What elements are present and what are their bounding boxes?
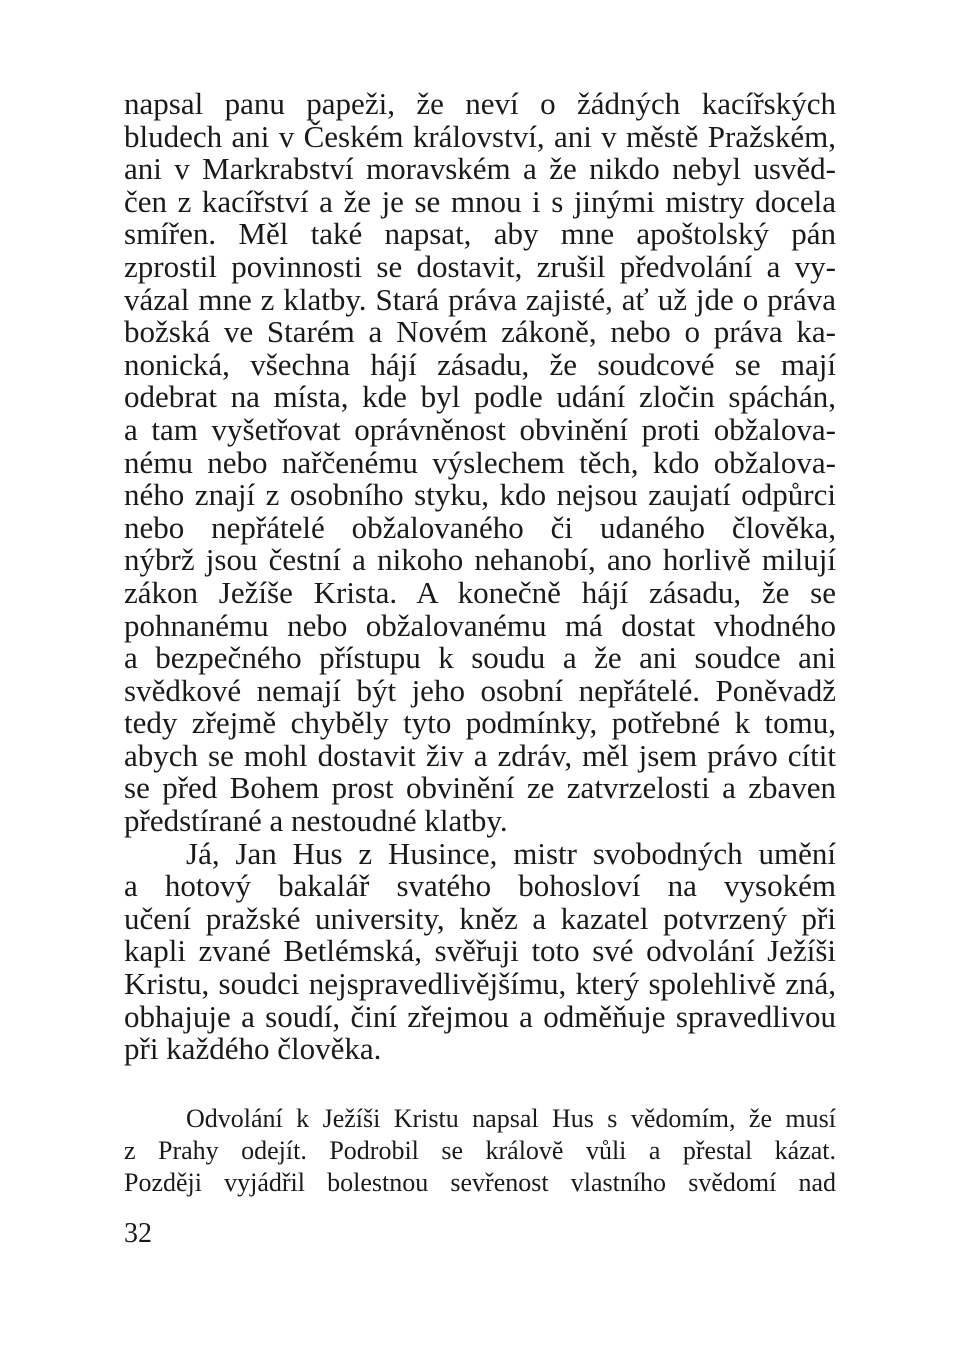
- text-line: nýbrž jsou čestní a nikoho nehanobí, ano horlivě milují: [124, 542, 836, 578]
- text-line: zákon Ježíše Krista. A konečně hájí zásadu, že se: [124, 574, 836, 610]
- text-line: svědkové nemají být jeho osobní nepřátelé. Poněvadž: [124, 672, 836, 708]
- page-number: 32: [124, 1218, 152, 1249]
- commentary-note: [124, 1103, 836, 1199]
- main-text: [124, 88, 836, 1066]
- text-line: vázal mne z klatby. Stará práva zajisté, ať už jde o práva: [124, 281, 836, 317]
- text-line: ani v Markrabství moravském a že nikdo nebyl usvěd-: [124, 151, 836, 187]
- text-line: bludech ani v Českém království, ani v městě Pražském,: [124, 118, 836, 154]
- text-line: obhajuje a soudí, činí zřejmou a odměňuje spravedlivou: [124, 998, 836, 1034]
- book-page: [124, 86, 836, 1249]
- text-line: smířen. Měl také napsat, aby mne apoštolský pán: [124, 216, 836, 252]
- text-line: učení pražské university, kněz a kazatel potvrzený při: [124, 900, 836, 936]
- text-line: čen z kacířství a že je se mnou i s jinými mistry docela: [124, 183, 836, 219]
- paragraph-end-line: předstírané a nestoudné klatby.: [124, 803, 508, 839]
- text-line: a bezpečného přístupu k soudu a že ani soudce ani: [124, 640, 836, 676]
- text-line: kapli zvané Betlémská, svěřuji toto své odvolání Ježíši: [124, 933, 836, 969]
- text-line: odebrat na místa, kde byl podle udání zločin spáchán,: [124, 379, 836, 415]
- text-line: nému nebo nařčenému výslechem těch, kdo obžalova-: [124, 444, 836, 480]
- paragraph-end-line: při každého člověka.: [124, 1031, 382, 1067]
- text-line: ného znají z osobního styku, kdo nejsou zaujatí odpůrci: [124, 477, 836, 513]
- text-line: božská ve Starém a Novém zákoně, nebo o práva ka-: [124, 314, 836, 350]
- note-line: Odvolání k Ježíši Kristu napsal Hus s vědomím, že musí: [186, 1104, 836, 1133]
- text-line: a hotový bakalář svatého bohosloví na vysokém: [124, 868, 836, 904]
- text-line: zprostil povinnosti se dostavit, zrušil předvolání a vy-: [124, 248, 836, 284]
- text-line: napsal panu papeži, že neví o žádných kacířských: [124, 86, 836, 121]
- note-line: Později vyjádřil bolestnou sevřenost vlastního svědomí nad: [124, 1168, 836, 1197]
- text-line: se před Bohem prost obvinění ze zatvrzelosti a zbaven: [124, 770, 836, 806]
- text-line: nebo nepřátelé obžalovaného či udaného člověka,: [124, 509, 836, 545]
- text-line: abych se mohl dostavit živ a zdráv, měl jsem právo cítit: [124, 737, 836, 773]
- text-line: nonická, všechna hájí zásadu, že soudcové se mají: [124, 346, 836, 382]
- text-line: tedy zřejmě chyběly tyto podmínky, potřebné k tomu,: [124, 705, 836, 741]
- text-line: Kristu, soudci nejspravedlivějšímu, který spolehlivě zná,: [124, 966, 836, 1002]
- text-line: a tam vyšetřovat oprávněnost obvinění proti obžalova-: [124, 411, 836, 447]
- text-line: pohnanému nebo obžalovanému má dostat vhodného: [124, 607, 836, 643]
- paragraph-start-line: Já, Jan Hus z Husince, mistr svobodných umění: [186, 835, 836, 871]
- note-line: z Prahy odejít. Podrobil se královĕ vůli a přestal kázat.: [124, 1136, 836, 1165]
